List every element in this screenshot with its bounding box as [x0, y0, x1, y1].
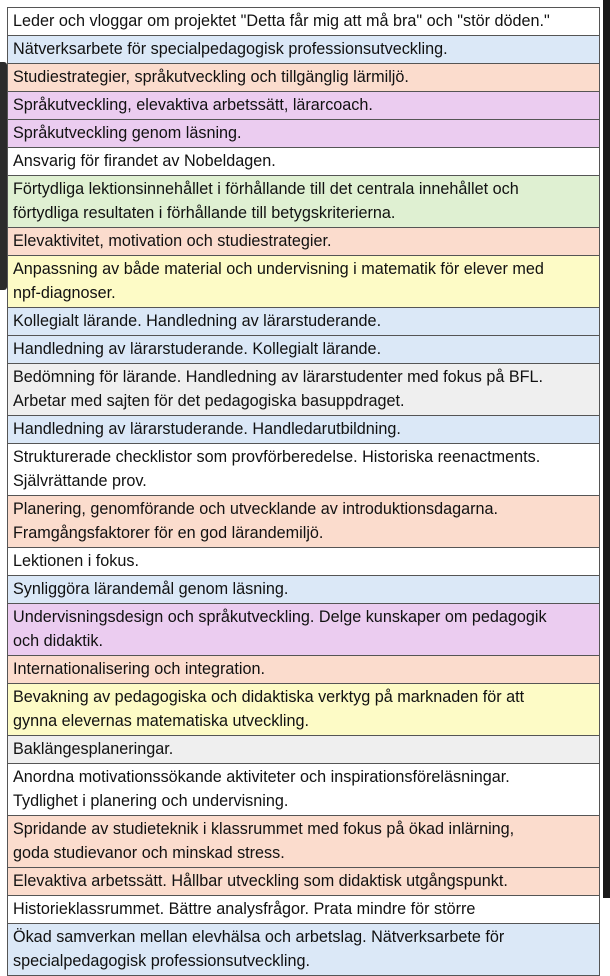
table-row	[7, 336, 600, 364]
table-row	[7, 8, 600, 36]
cell-text-line: Strukturerade checklistor som provförberedelse. Historiska reenactments.	[13, 448, 541, 466]
cell-text-line: Elevaktivitet, motivation och studiestrategier.	[13, 232, 332, 250]
cell-text-line: Historieklassrummet. Bättre analysfrågor. Prata mindre för större	[13, 900, 476, 918]
table-row	[7, 896, 600, 924]
assignment-table	[7, 7, 600, 976]
cell-text-line: Språkutveckling, elevaktiva arbetssätt, lärarcoach.	[13, 96, 373, 114]
table-row	[7, 228, 600, 256]
cell-text-line: Nätverksarbete för specialpedagogisk professionsutveckling.	[13, 40, 448, 58]
cell-text-line: Lektionen i fokus.	[13, 552, 139, 570]
right-edge-bar	[603, 0, 610, 898]
cell-text-line: Anpassning av både material och undervisning i matematik för elever med	[13, 260, 544, 278]
cell-text-line: Förtydliga lektionsinnehållet i förhållande till det centrala innehållet och	[13, 180, 519, 198]
cell-text-line: Handledning av lärarstuderande. Kollegialt lärande.	[13, 340, 382, 358]
table-row	[7, 604, 600, 656]
cell-text-line: Internationalisering och integration.	[13, 660, 265, 678]
cell-text-line: specialpedagogisk professionsutveckling.	[13, 952, 310, 970]
table-row	[7, 684, 600, 736]
table-row	[7, 736, 600, 764]
cell-text-line: Självrättande prov.	[13, 472, 147, 490]
cell-text-line: Bedömning för lärande. Handledning av lärarstudenter med fokus på BFL.	[13, 368, 544, 386]
cell-text-line: Undervisningsdesign och språkutveckling. Delge kunskaper om pedagogik	[13, 608, 547, 626]
table-row	[7, 576, 600, 604]
cell-text-line: och didaktik.	[13, 632, 103, 650]
table-row	[7, 308, 600, 336]
table-row	[7, 764, 600, 816]
cell-text-line: Planering, genomförande och utvecklande av introduktionsdagarna.	[13, 500, 499, 518]
table-row	[7, 444, 600, 496]
cell-text-line: Tydlighet i planering och undervisning.	[13, 792, 289, 810]
cell-text-line: Elevaktiva arbetssätt. Hållbar utveckling som didaktisk utgångspunkt.	[13, 872, 508, 890]
cell-text-line: Framgångsfaktorer för en god lärandemiljö.	[13, 524, 324, 542]
table-row	[7, 656, 600, 684]
table-row	[7, 256, 600, 308]
table-row	[7, 176, 600, 228]
cell-text-line: npf-diagnoser.	[13, 284, 116, 302]
cell-text-line: Handledning av lärarstuderande. Handledarutbildning.	[13, 420, 401, 438]
cell-text-line: Anordna motivationssökande aktiviteter och inspirationsföreläsningar.	[13, 768, 510, 786]
cell-text-line: Språkutveckling genom läsning.	[13, 124, 242, 142]
cell-text-line: Synliggöra lärandemål genom läsning.	[13, 580, 289, 598]
cell-text-line: förtydliga resultaten i förhållande till betygskriterierna.	[13, 204, 396, 222]
table-row	[7, 36, 600, 64]
table-row	[7, 416, 600, 444]
table-row	[7, 92, 600, 120]
cell-text-line: Spridande av studieteknik i klassrummet med fokus på ökad inlärning,	[13, 820, 515, 838]
cell-text-line: Ansvarig för firandet av Nobeldagen.	[13, 152, 276, 170]
cell-text-line: goda studievanor och minskad stress.	[13, 844, 285, 862]
left-scroll-handle[interactable]	[0, 62, 7, 290]
table-row	[7, 816, 600, 868]
cell-text-line: Ökad samverkan mellan elevhälsa och arbetslag. Nätverksarbete för	[13, 928, 505, 946]
cell-text-line: Bevakning av pedagogiska och didaktiska verktyg på marknaden för att	[13, 688, 525, 706]
table-row	[7, 868, 600, 896]
table-row	[7, 496, 600, 548]
cell-text-line: Kollegialt lärande. Handledning av lärarstuderande.	[13, 312, 382, 330]
table-row	[7, 548, 600, 576]
table-row	[7, 120, 600, 148]
table-row	[7, 364, 600, 416]
cell-text-line: Baklängesplaneringar.	[13, 740, 174, 758]
table-row	[7, 148, 600, 176]
cell-text-line: Leder och vloggar om projektet "Detta får mig att må bra" och "stör döden."	[13, 12, 550, 30]
cell-text-line: Arbetar med sajten för det pedagogiska basuppdraget.	[13, 392, 405, 410]
table-row	[7, 924, 600, 976]
cell-text-line: Studiestrategier, språkutveckling och tillgänglig lärmiljö.	[13, 68, 409, 86]
cell-text-line: gynna elevernas matematiska utveckling.	[13, 712, 310, 730]
table-row	[7, 64, 600, 92]
